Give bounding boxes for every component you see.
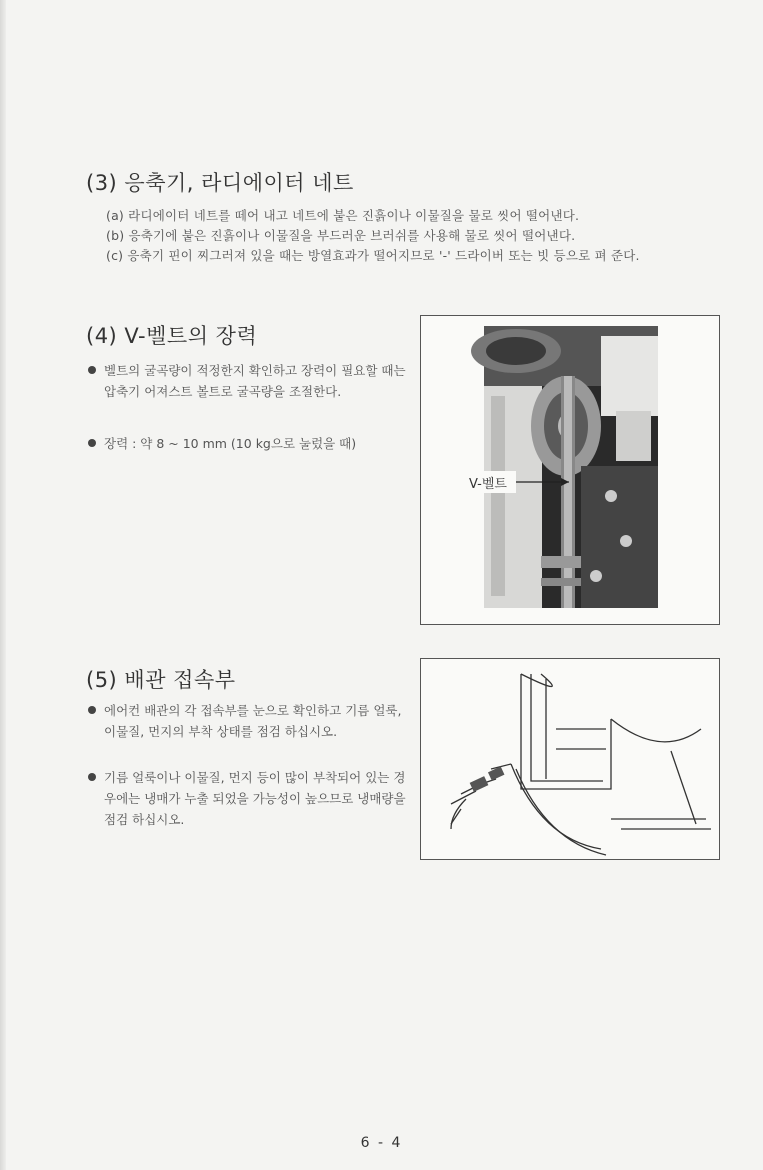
scan-edge	[0, 0, 6, 1170]
section-4-bullet-1-text: 벨트의 굴곡량이 적정한지 확인하고 장력이 필요할 때는 압축기 어져스트 볼트로 굴곡량을 조절한다.	[104, 363, 406, 399]
section-4-title: (4) V-벨트의 장력	[86, 324, 258, 348]
section-3-item-c: (c) 응축기 핀이 찌그러져 있을 때는 방열효과가 떨어지므로 '-' 드라이버 또는 빗 등으로 펴 준다.	[106, 248, 640, 263]
section-5-bullet-2	[88, 767, 408, 830]
section-3-item-a: (a) 라디에이터 네트를 떼어 내고 네트에 붙은 진흙이나 이물질을 물로 씻어 떨어낸다.	[106, 208, 580, 223]
section-4-bullet-1	[88, 360, 408, 402]
bullet-icon	[88, 366, 96, 374]
section-5-bullet-2-text: 기름 얼룩이나 이물질, 먼지 등이 많이 부착되어 있는 경우에는 냉매가 누출 되었을 가능성이 높으므로 냉매량을 점검 하십시오.	[104, 770, 406, 827]
section-3-item-b: (b) 응축기에 붙은 진흙이나 이물질을 부드러운 브러쉬를 사용해 물로 씻어 떨어낸다.	[106, 228, 576, 243]
section-5-bullet-1	[88, 700, 408, 742]
pipe-connection-drawing	[421, 659, 720, 860]
page-number: 6 - 4	[360, 1135, 403, 1151]
v-belt-photo	[421, 316, 720, 625]
section-4-bullet-2-text: 장력 : 약 8 ~ 10 mm (10 kg으로 눌렀을 때)	[104, 436, 357, 451]
section-5-bullet-1-text: 에어컨 배관의 각 접속부를 눈으로 확인하고 기름 얼룩, 이물질, 먼지의 부착 상태를 점검 하십시오.	[104, 703, 402, 739]
v-belt-label: V-벨트	[469, 477, 507, 492]
v-belt-photo-figure	[420, 315, 720, 625]
bullet-icon	[88, 439, 96, 447]
bullet-icon	[88, 773, 96, 781]
section-4-bullet-2	[88, 433, 408, 454]
section-3-title: (3) 응축기, 라디에이터 네트	[86, 171, 354, 195]
pipe-connection-figure	[420, 658, 720, 860]
section-5-title: (5) 배관 접속부	[86, 668, 236, 692]
bullet-icon	[88, 706, 96, 714]
